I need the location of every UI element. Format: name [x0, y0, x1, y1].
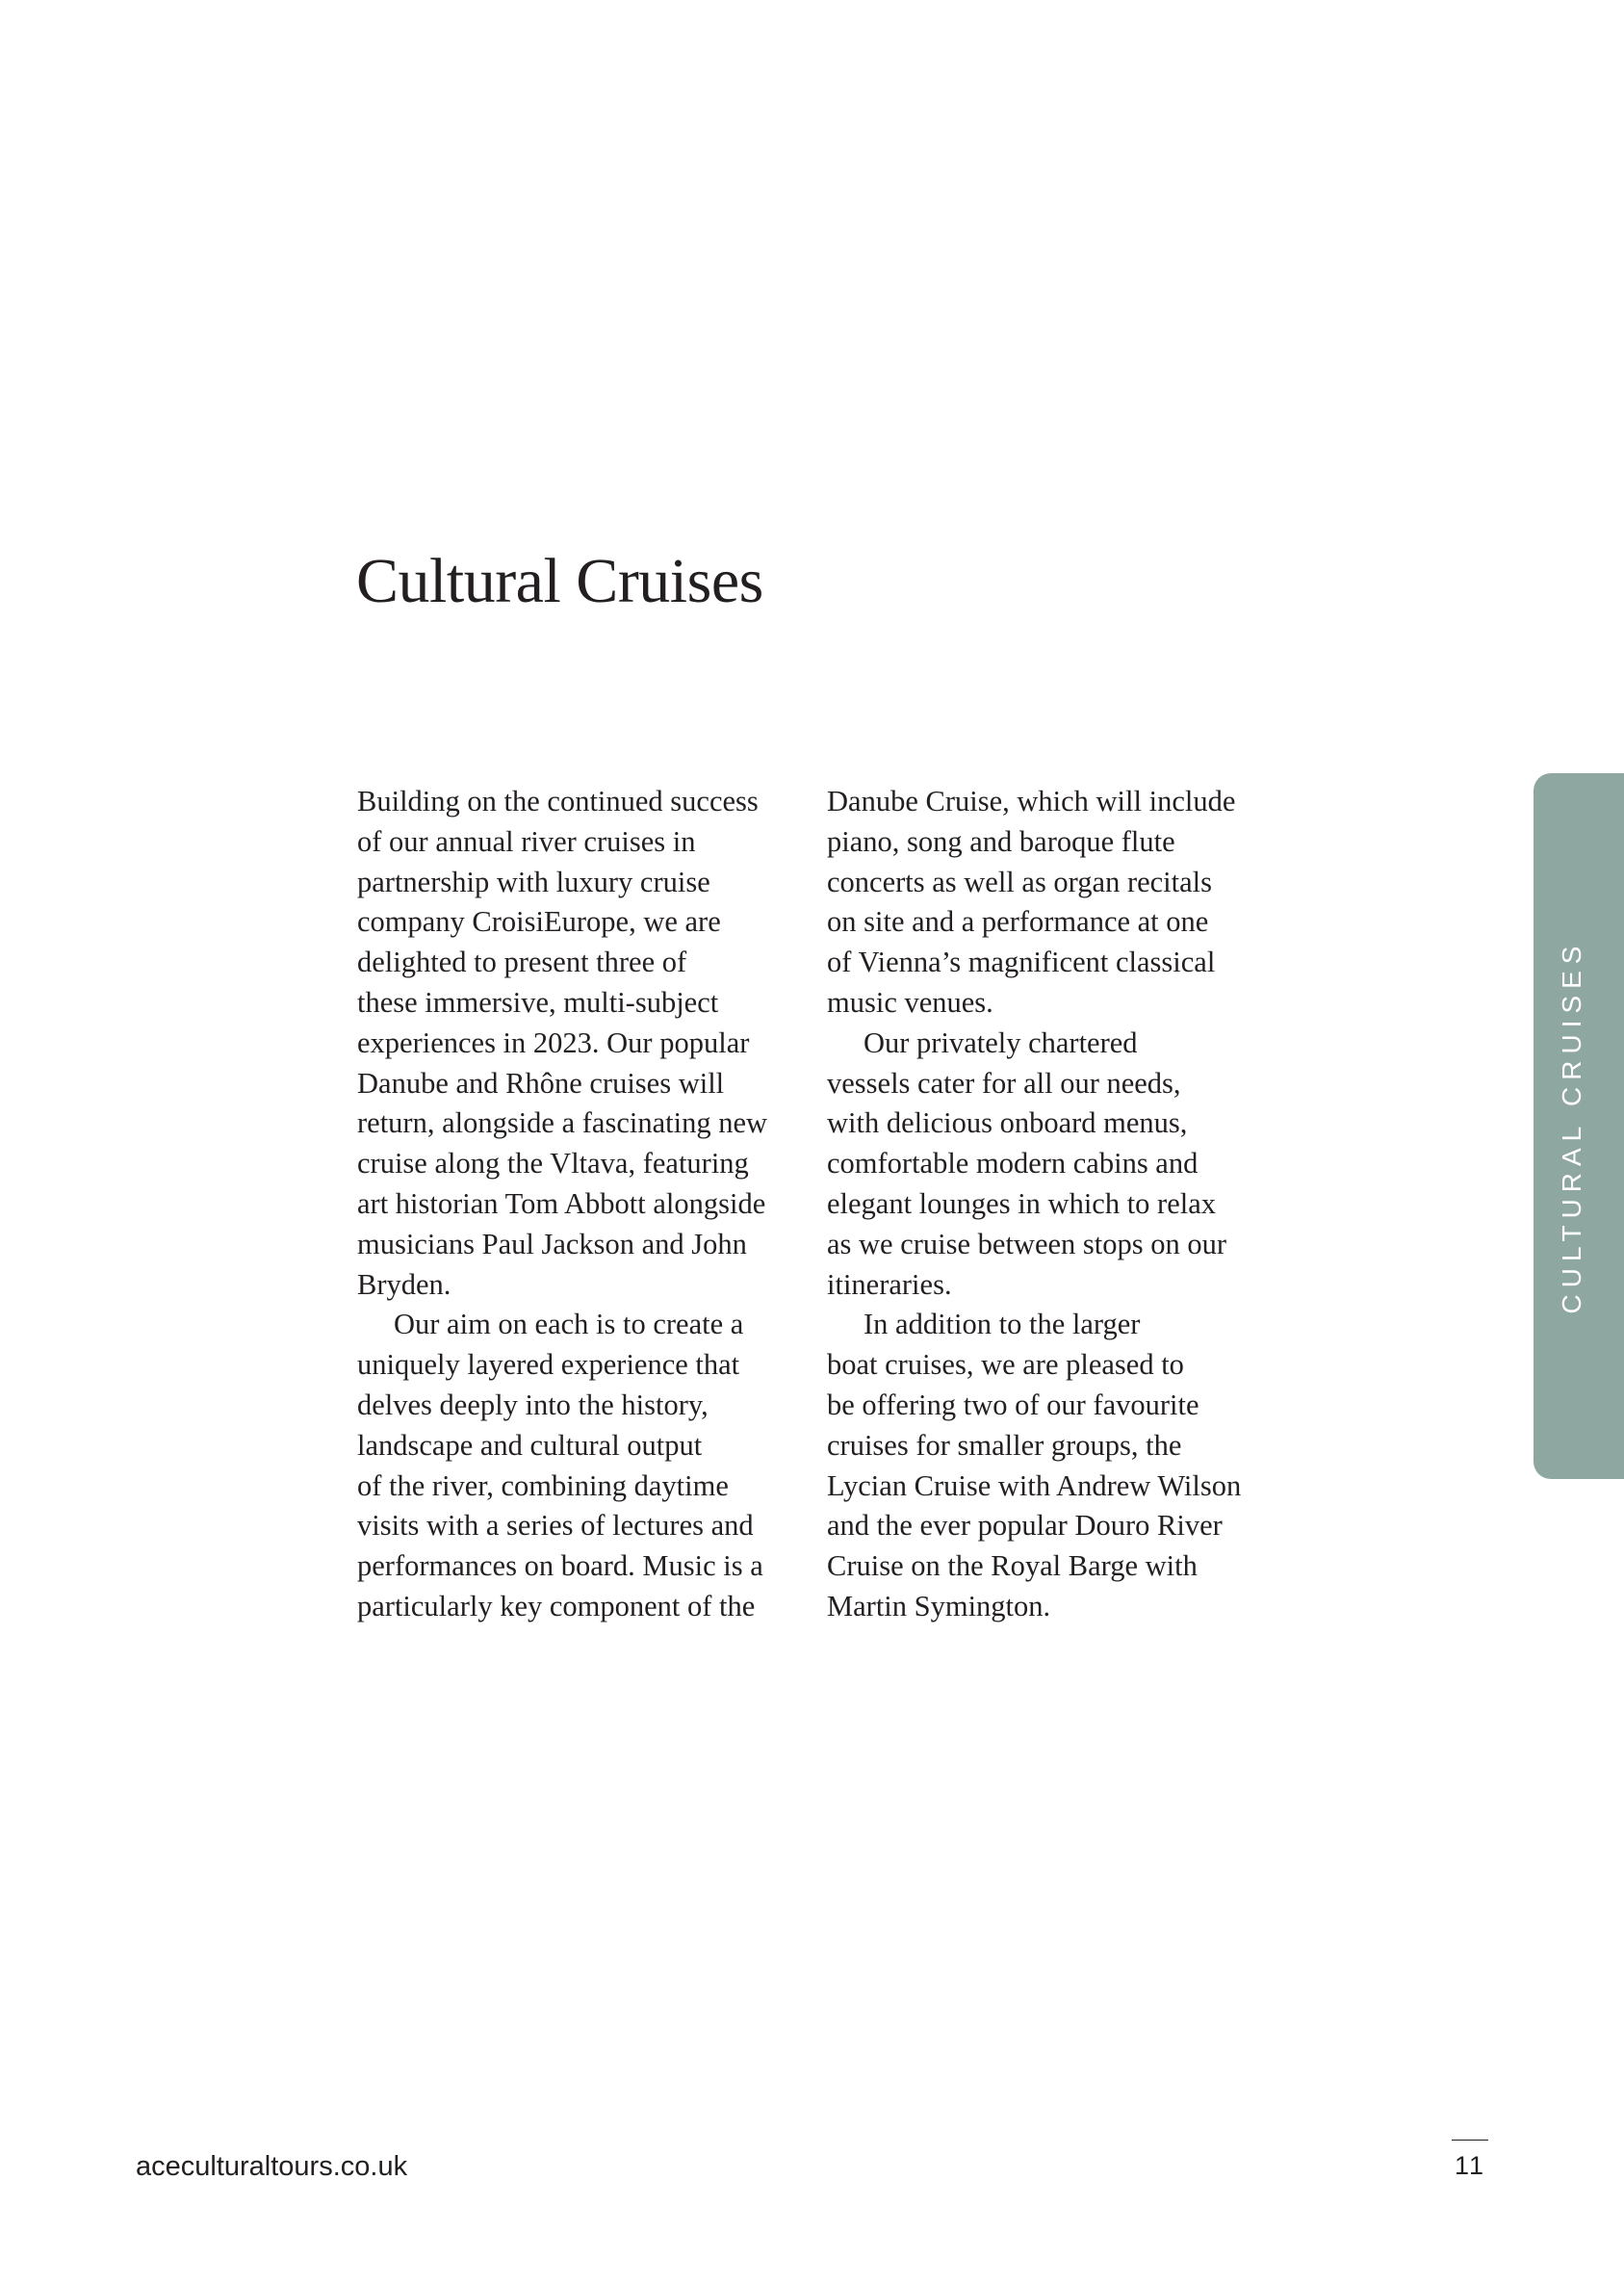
page-number: 11	[1454, 2151, 1486, 2180]
paragraph-small-groups: In addition to the larger boat cruises, we are pleased to be offering two of our favourite cruises for smaller groups, the Lycian Cruise with Andrew Wilson and the ever popular Douro River Cruise on the Royal Barge with Martin Symington.	[827, 1308, 1242, 1622]
right-text-column	[827, 782, 1289, 1627]
section-side-tab-label: CULTURAL CRUISES	[1557, 939, 1586, 1314]
paragraph-vessels: Our privately chartered vessels cater for all our needs, with delicious onboard menus, comfortable modern cabins and elegant lounges in which to relax as we cruise between stops on our itineraries.	[827, 1025, 1227, 1301]
paragraph-danube-continued: Danube Cruise, which will include piano, song and baroque flute concerts as well as organ recitals on site and a performance at one of Vienna’s magnificent classical music venues.	[827, 785, 1236, 1019]
paragraph-aim: Our aim on each is to create a uniquely layered experience that delves deeply into the history, landscape and cultural output of the river, combining daytime visits with a series of lectures and performances on board. Music is a particularly key component of the	[357, 1308, 763, 1622]
paragraph-intro: Building on the continued success of our annual river cruises in partnership with luxury cruise company CroisiEurope, we are delighted to present three of these immersive, multi-subject experiences in 2023. Our popular Danube and Rhône cruises will return, alongside a fascinating new cruise along the Vltava, featuring art historian Tom Abbott alongside musicians Paul Jackson and John Bryden.	[357, 785, 768, 1301]
left-text-column	[357, 782, 819, 1627]
page-title: Cultural Cruises	[356, 546, 763, 616]
footer-website-url: aceculturaltours.co.uk	[136, 2151, 408, 2182]
page-number-rule	[1452, 2140, 1488, 2141]
